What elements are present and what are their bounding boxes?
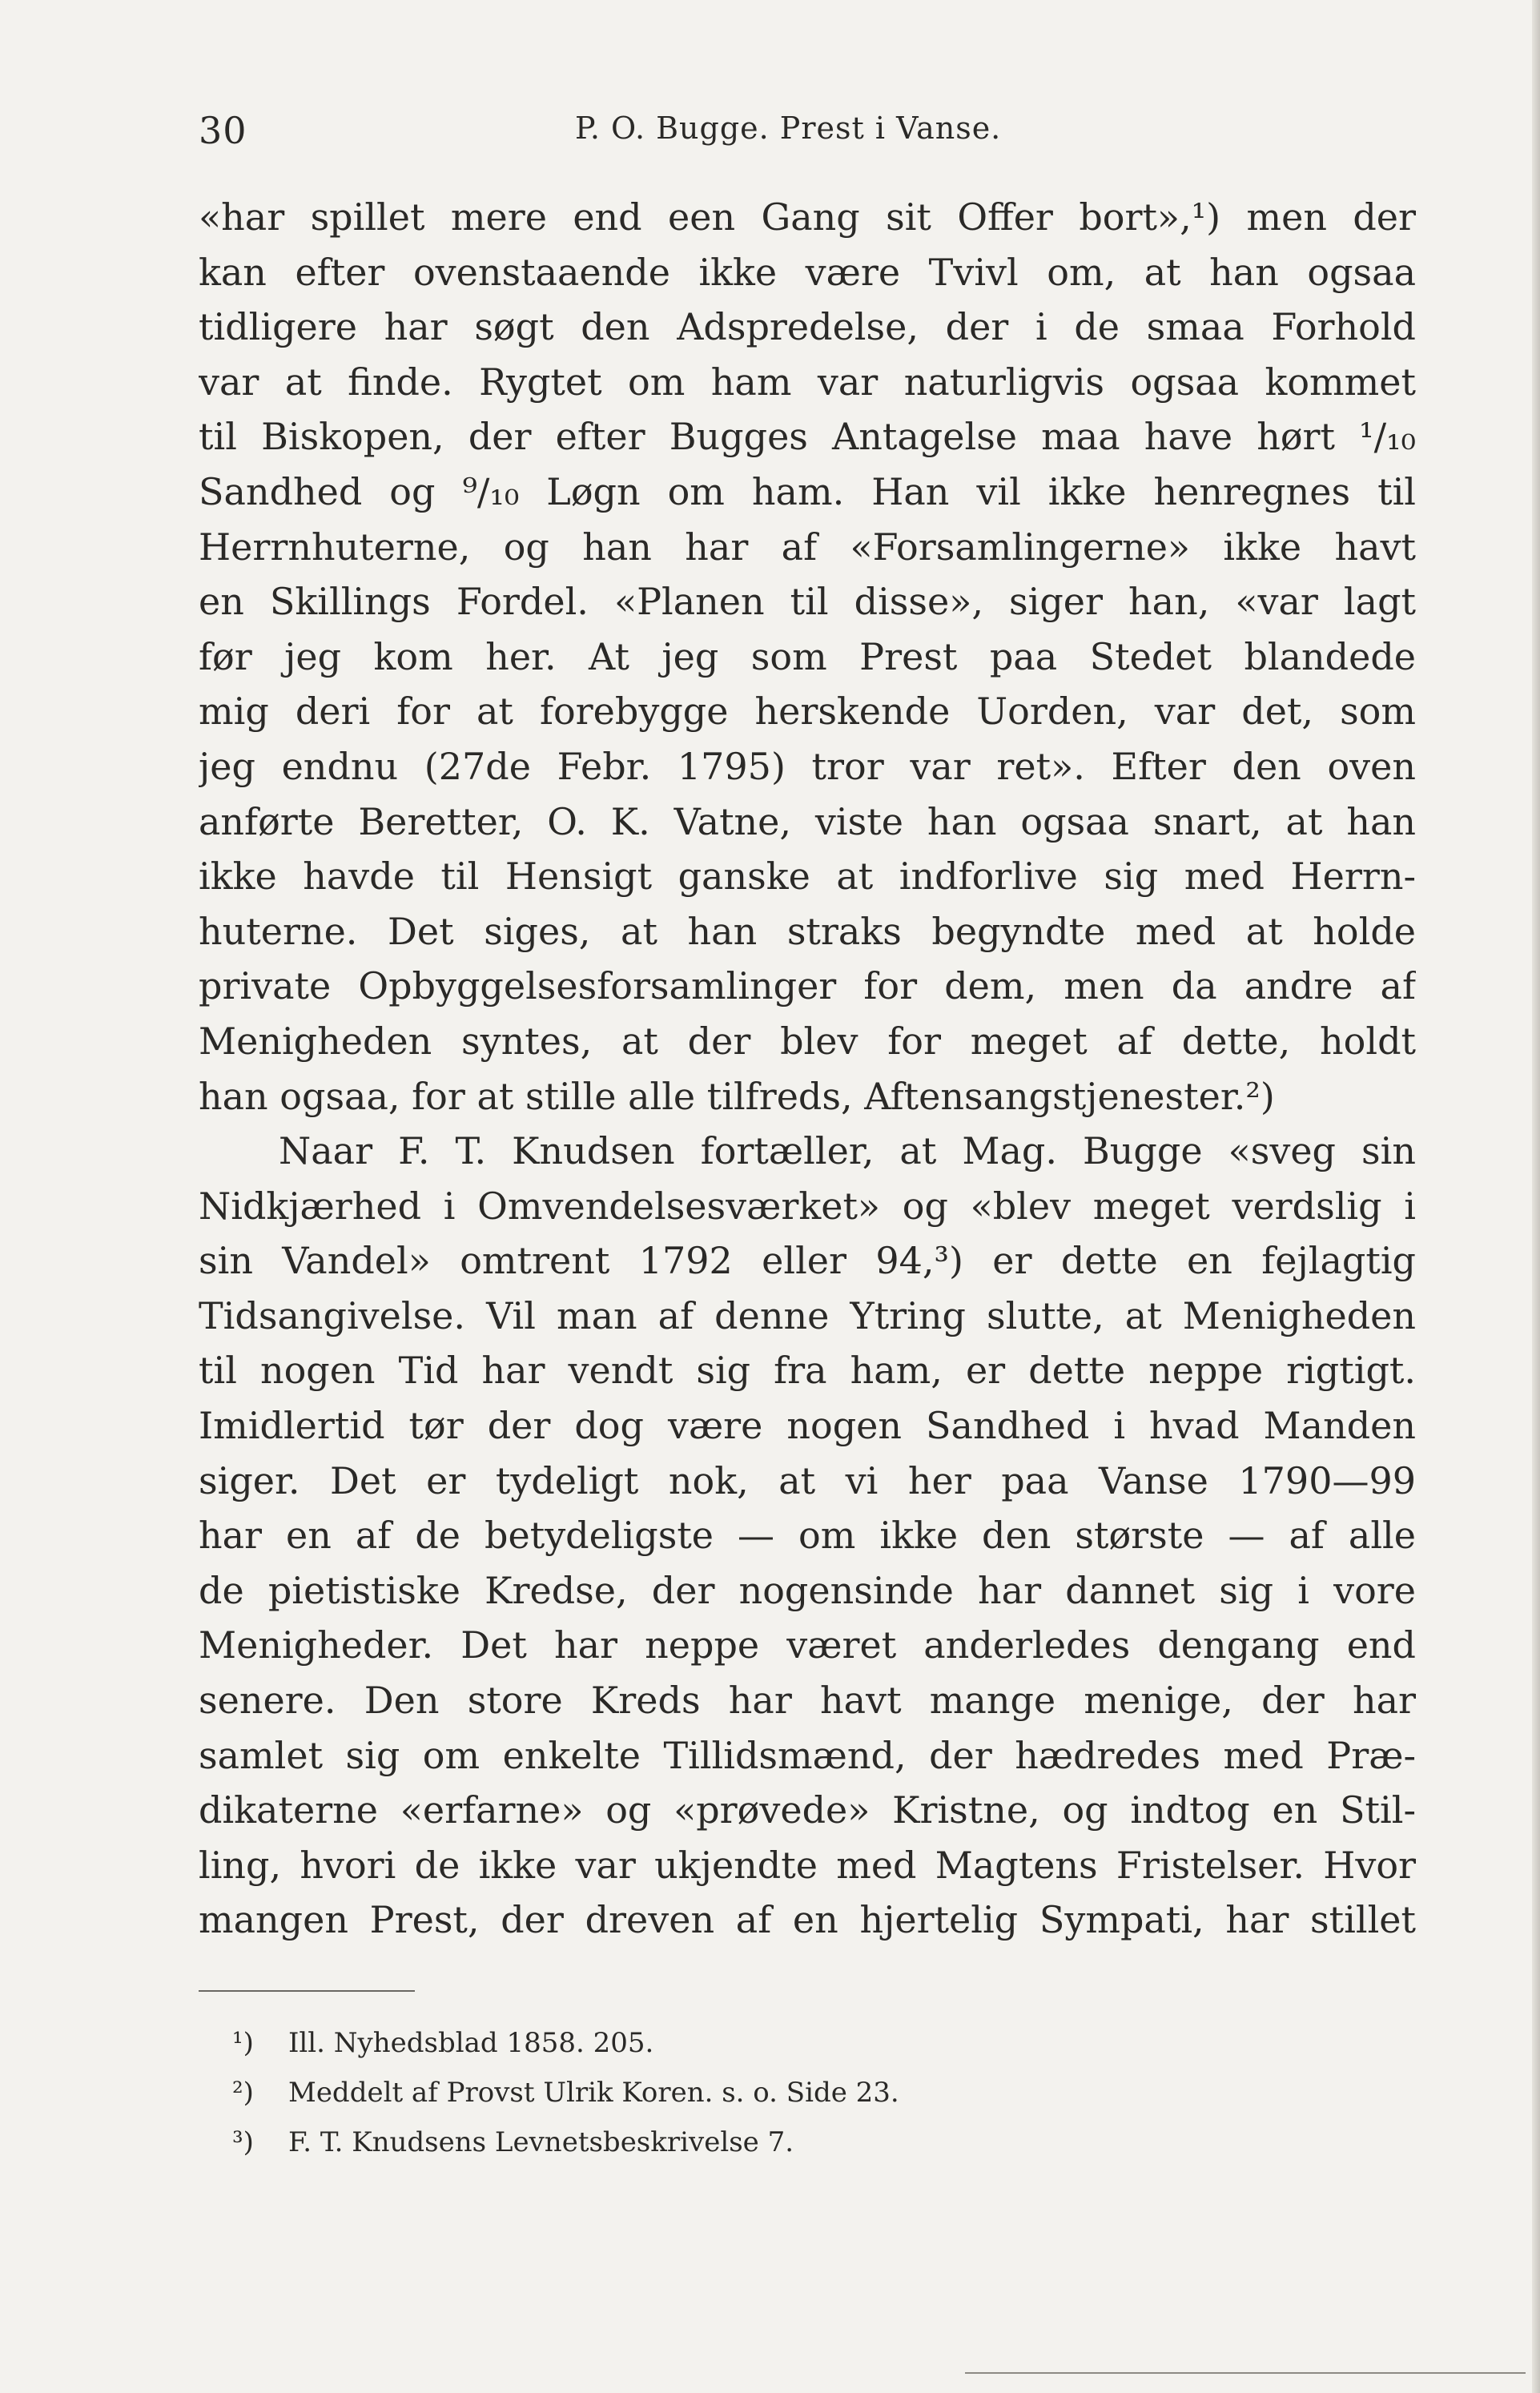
text-line: en Skillings Fordel. «Planen til disse», siger han, «var lagt	[199, 580, 1416, 624]
running-head	[199, 104, 1416, 152]
text-line: Nidkjærhed i Omvendelsesværket» og «blev meget verdslig i	[199, 1184, 1416, 1228]
footnotes	[232, 2018, 1353, 2167]
text-line: til nogen Tid har vendt sig fra ham, er dette neppe rigtigt.	[199, 1349, 1416, 1393]
text-line: private Opbyggelsesforsamlinger for dem, men da andre af	[199, 964, 1416, 1008]
page-edge	[1532, 0, 1540, 2393]
text-line: Naar F. T. Knudsen fortæller, at Mag. Bugge «sveg sin	[279, 1129, 1416, 1173]
text-line: mangen Prest, der dreven af en hjertelig Sympati, har stillet	[199, 1898, 1416, 1942]
text-line: dikaterne «erfarne» og «prøvede» Kristne, og indtog en Stil-	[199, 1788, 1416, 1832]
footnote-mark: ¹)	[232, 2027, 254, 2059]
footnote-mark: ²)	[232, 2077, 254, 2109]
text-line: mig deri for at forebygge herskende Uorden, var det, som	[199, 690, 1416, 734]
text-line: siger. Det er tydeligt nok, at vi her paa Vanse 1790—99	[199, 1458, 1416, 1502]
text-line: han ogsaa, for at stille alle tilfreds, Aftensangstjenester.²)	[199, 1074, 1275, 1118]
text-line: senere. Den store Kreds har havt mange menige, der har	[199, 1679, 1416, 1723]
footnote-text: Meddelt af Provst Ulrik Koren. s. o. Side 23.	[288, 2077, 899, 2109]
text-line: var at finde. Rygtet om ham var naturligvis ogsaa kommet	[199, 360, 1416, 404]
text-line: Herrnhuterne, og han har af «Forsamlingerne» ikke havt	[199, 525, 1416, 569]
running-title: P. O. Bugge. Prest i Vanse.	[575, 111, 1002, 146]
footnote-text: F. T. Knudsens Levnetsbeskrivelse 7.	[288, 2126, 794, 2158]
text-line: anførte Beretter, O. K. Vatne, viste han ogsaa snart, at han	[199, 799, 1416, 843]
footnote-text: Ill. Nyhedsblad 1858. 205.	[288, 2027, 654, 2059]
text-line: jeg endnu (27de Febr. 1795) tror var ret». Efter den oven	[199, 744, 1416, 788]
scan-mark	[965, 2372, 1526, 2374]
footnote	[232, 2018, 1353, 2068]
body-text	[199, 190, 1416, 1948]
text-line: Tidsangivelse. Vil man af denne Ytring slutte, at Menigheden	[199, 1293, 1416, 1337]
text-line: til Biskopen, der efter Bugges Antagelse maa have hørt ¹/₁₀	[199, 415, 1416, 459]
text-line: tidligere har søgt den Adspredelse, der i de smaa Forhold	[199, 305, 1416, 349]
text-line: Sandhed og ⁹/₁₀ Løgn om ham. Han vil ikke henregnes til	[199, 469, 1416, 513]
text-line: ikke havde til Hensigt ganske at indforlive sig med Herrn-	[199, 855, 1416, 899]
footnote	[232, 2118, 1353, 2167]
footnote-mark: ³)	[232, 2126, 254, 2158]
text-line: de pietistiske Kredse, der nogensinde har dannet sig i vore	[199, 1568, 1416, 1612]
text-line: før jeg kom her. At jeg som Prest paa Stedet blandede	[199, 634, 1416, 678]
text-line: kan efter ovenstaaende ikke være Tvivl om, at han ogsaa	[199, 250, 1416, 294]
text-line: ling, hvori de ikke var ukjendte med Magtens Fristelser. Hvor	[199, 1843, 1416, 1887]
text-line: har en af de betydeligste — om ikke den største — af alle	[199, 1514, 1416, 1558]
footnote-divider	[199, 1990, 415, 1992]
text-line: huterne. Det siges, at han straks begyndte med at holde	[199, 909, 1416, 953]
text-line: Menigheden syntes, at der blev for meget af dette, holdt	[199, 1019, 1416, 1063]
footnote	[232, 2068, 1353, 2118]
text-line: Imidlertid tør der dog være nogen Sandhed i hvad Manden	[199, 1404, 1416, 1448]
page-number: 30	[199, 109, 247, 152]
text-line: sin Vandel» omtrent 1792 eller 94,³) er dette en fejlagtig	[199, 1239, 1416, 1283]
text-line: Menigheder. Det har neppe været anderledes dengang end	[199, 1623, 1416, 1667]
text-line: «har spillet mere end een Gang sit Offer bort»,¹) men der	[199, 195, 1416, 239]
text-line: samlet sig om enkelte Tillidsmænd, der hædredes med Præ-	[199, 1733, 1416, 1777]
